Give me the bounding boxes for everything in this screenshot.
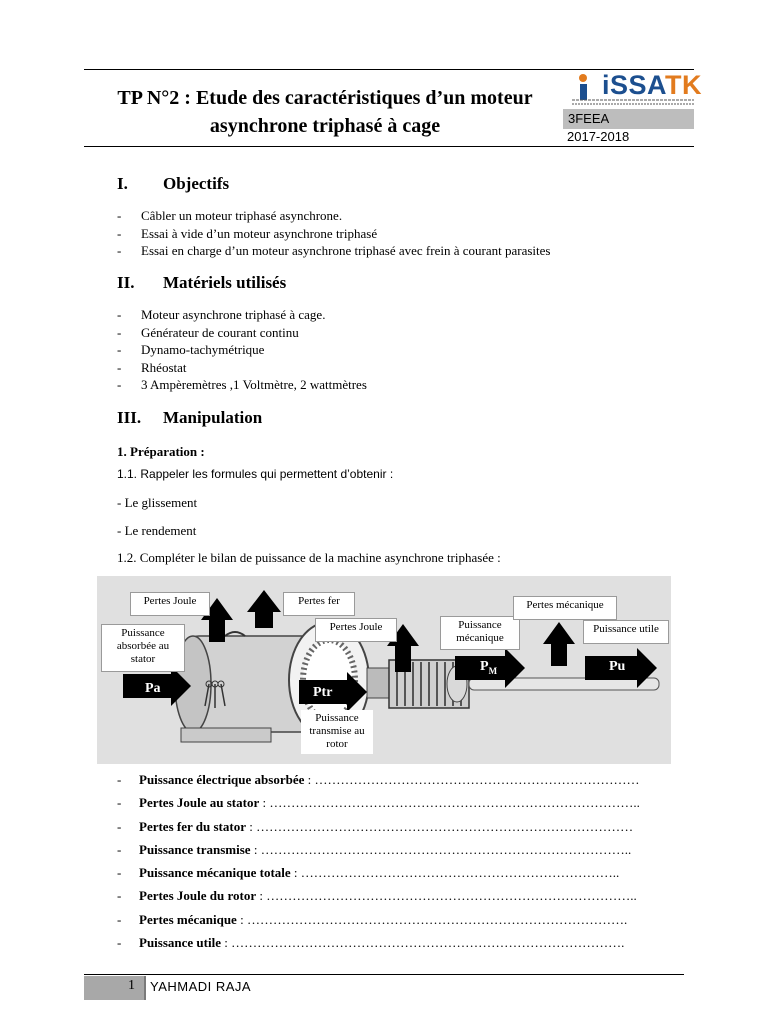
list-item: - Puissance électrique absorbée : ………………………………………………………………… (117, 772, 640, 787)
page-number: 1 (128, 978, 135, 993)
logo-wordmark: iSSATK (602, 70, 703, 100)
section-manipulation-heading: III. Manipulation (117, 408, 263, 427)
materiels-list (117, 306, 367, 394)
logo-subtitle-icon (570, 98, 696, 107)
list-item: - Rhéostat (117, 359, 187, 375)
label-pa: Pa (145, 681, 161, 696)
section-materiels-heading: II. Matériels utilisés (117, 273, 287, 292)
page-title (90, 84, 560, 140)
label-puissance-mecanique: Puissance mécanique (440, 616, 520, 650)
label-pertes-fer: Pertes fer (283, 592, 355, 616)
list-item: - Générateur de courant continu (117, 324, 299, 340)
list-item: - 3 Ampèremètres ,1 Voltmètre, 2 wattmètres (117, 377, 367, 392)
class-label: 3FEEA (563, 109, 694, 129)
label-ptr: Ptr (313, 685, 333, 700)
list-item: - Pertes fer du stator : …………………………………………………………………………… (117, 818, 634, 834)
bilan-list (117, 768, 677, 954)
list-item: - Puissance mécanique totale : ……………………………………………………………….. (117, 865, 620, 881)
label-pertes-mecanique: Pertes mécanique (513, 596, 617, 620)
question-1-1: 1.1. Rappeler les formules qui permettent d’obtenir : (117, 467, 394, 481)
label-pm: $P_M$ (480, 659, 498, 676)
list-item: - Puissance utile : ………………………………………………………………………………. (117, 935, 625, 951)
footer-page-box (84, 976, 146, 1000)
subsection-preparation: 1. Préparation : (117, 444, 205, 459)
list-item: - Câbler un moteur triphasé asynchrone. (117, 208, 343, 223)
label-puissance-utile: Puissance utile (583, 620, 669, 644)
item-glissement: - Le glissement (117, 495, 198, 510)
footer-rule (84, 974, 684, 975)
list-item: - Moteur asynchrone triphasé à cage. (117, 307, 326, 322)
title-line-2: asynchrone triphasé à cage (209, 115, 441, 137)
label-puissance-absorbee: Puissance absorbée au stator (101, 624, 185, 672)
objectifs-list (117, 207, 550, 260)
list-item: - Puissance transmise : ………………………………………………………………………….. (117, 841, 632, 857)
label-pertes-joule-rotor: Pertes Joule (315, 618, 397, 642)
issatk-logo (569, 70, 703, 108)
list-item: - Dynamo-tachymétrique (117, 342, 265, 357)
power-balance-diagram (97, 576, 671, 764)
school-year: 2017-2018 (567, 129, 630, 144)
list-item: - Essai à vide d’un moteur asynchrone triphasé (117, 225, 378, 241)
list-item: - Pertes Joule au stator : ………………………………………………………………………….. (117, 795, 640, 811)
question-1-2: 1.2. Compléter le bilan de puissance de la machine asynchrone triphasée : (117, 550, 501, 565)
label-pu: Pu (609, 659, 626, 674)
author-name: YAHMADI RAJA (150, 979, 252, 994)
list-item: - Essai en charge d’un moteur asynchrone triphasé avec frein à courant parasites (117, 243, 551, 258)
list-item: - Pertes mécanique : ……………………………………………………………………………. (117, 911, 628, 927)
item-rendement: - Le rendement (117, 523, 197, 538)
title-line-1: TP N°2 : Etude des caractéristiques d’un moteur (117, 87, 533, 109)
list-item: - Pertes Joule du rotor : ………………………………………………………………………….. (117, 888, 637, 904)
label-puissance-transmise: Puissance transmise au rotor (301, 710, 373, 754)
section-objectifs-heading: I. Objectifs (117, 174, 230, 193)
header-bottom-rule (84, 146, 694, 147)
label-pertes-joule-stator: Pertes Joule (130, 592, 210, 616)
